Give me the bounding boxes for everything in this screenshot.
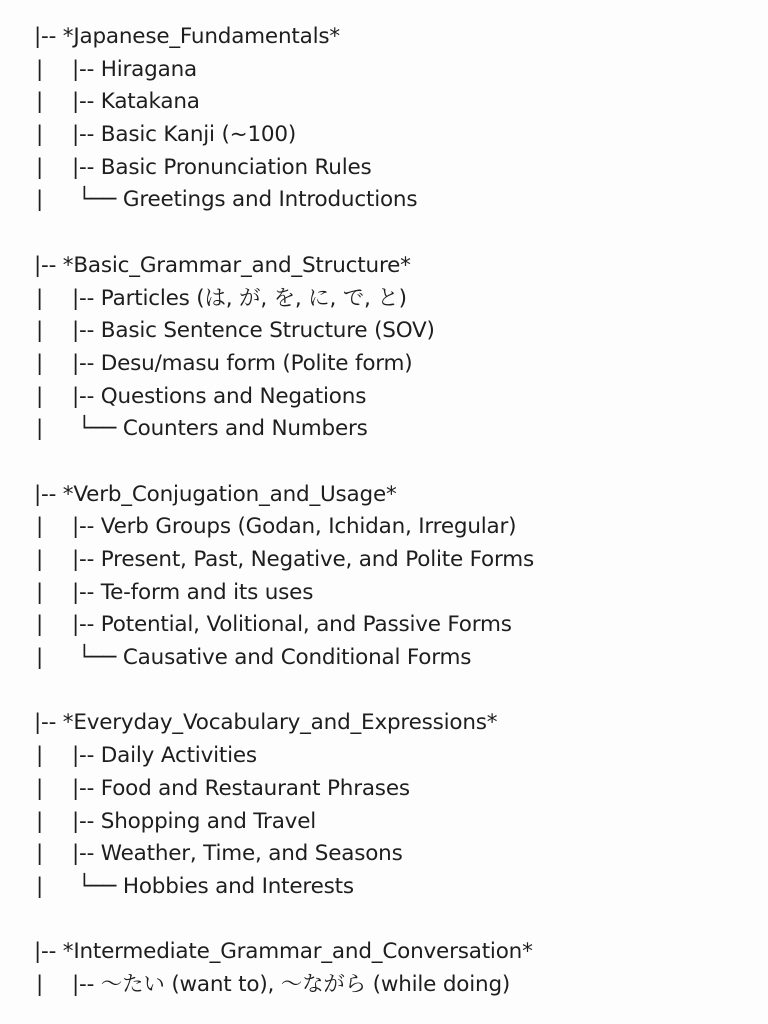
section-spacer <box>34 675 754 708</box>
tree-guide: | <box>36 187 44 213</box>
tree-guide: | <box>36 56 44 82</box>
tree-guide: | <box>36 514 44 540</box>
list-item <box>34 283 754 316</box>
list-item <box>34 806 754 839</box>
list-item-text: |-- Potential, Volitional, and Passive Forms <box>72 612 512 638</box>
tree-guide: | <box>36 350 44 376</box>
tree-guide: | <box>36 579 44 605</box>
tree-guide: | <box>36 89 44 115</box>
list-item-text: |-- Basic Sentence Structure (SOV) <box>72 318 435 344</box>
list-item-last <box>34 871 754 904</box>
section-heading <box>34 936 754 969</box>
list-item-text: |-- 〜たい (want to), 〜ながら (while doing) <box>72 971 511 997</box>
outline-section <box>34 479 754 675</box>
tree-guide: | <box>36 547 44 572</box>
list-item-text: |-- Basic Kanji (~100) <box>72 122 297 148</box>
section-heading-text: |-- *Japanese_Fundamentals* <box>34 24 340 49</box>
list-item <box>34 86 754 119</box>
list-item-last <box>34 184 754 217</box>
outline-section <box>34 250 754 446</box>
tree-guide: | <box>36 808 44 834</box>
list-item-text: |-- Hiragana <box>72 56 197 82</box>
tree-guide: | <box>36 416 44 442</box>
outline-document <box>34 21 754 1002</box>
section-heading-text: |-- *Verb_Conjugation_and_Usage* <box>34 481 397 507</box>
tree-guide: | <box>36 873 44 899</box>
list-item-last <box>34 413 754 446</box>
outline-section <box>34 21 754 217</box>
tree-guide: | <box>36 612 44 638</box>
tree-guide: | <box>36 383 44 409</box>
list-item-last <box>34 642 754 675</box>
list-item-text: └── Greetings and Introductions <box>78 187 418 213</box>
list-item-text: |-- Particles (は, が, を, に, で, と) <box>72 285 407 311</box>
list-item-text: |-- Shopping and Travel <box>72 808 316 834</box>
list-item <box>34 54 754 87</box>
list-item-text: |-- Present, Past, Negative, and Polite Forms <box>72 547 534 572</box>
section-heading <box>34 707 754 740</box>
list-item <box>34 315 754 348</box>
list-item-text: |-- Katakana <box>72 89 200 115</box>
list-item <box>34 348 754 381</box>
list-item-text: └── Counters and Numbers <box>78 416 368 442</box>
tree-guide: | <box>36 971 44 997</box>
section-heading <box>34 479 754 512</box>
tree-guide: | <box>36 154 44 180</box>
tree-guide: | <box>36 841 44 867</box>
list-item <box>34 152 754 185</box>
section-spacer <box>34 217 754 250</box>
list-item-text: |-- Questions and Negations <box>72 383 367 409</box>
section-heading <box>34 21 754 54</box>
section-heading-text: |-- *Everyday_Vocabulary_and_Expressions* <box>34 710 498 736</box>
list-item <box>34 511 754 544</box>
tree-guide: | <box>36 122 44 148</box>
list-item <box>34 381 754 414</box>
list-item-text: |-- Basic Pronunciation Rules <box>72 154 372 180</box>
section-spacer <box>34 904 754 937</box>
tree-guide: | <box>36 285 44 311</box>
list-item-text: └── Hobbies and Interests <box>78 873 354 899</box>
tree-guide: | <box>36 318 44 344</box>
list-item-text: |-- Daily Activities <box>72 743 257 769</box>
list-item <box>34 740 754 773</box>
list-item-text: |-- Desu/masu form (Polite form) <box>72 350 413 376</box>
list-item <box>34 119 754 152</box>
list-item-text: |-- Weather, Time, and Seasons <box>72 841 403 867</box>
outline-section <box>34 707 754 903</box>
tree-guide: | <box>36 743 44 769</box>
section-heading-text: |-- *Basic_Grammar_and_Structure* <box>34 252 411 278</box>
outline-section <box>34 936 754 1001</box>
list-item-text: └── Causative and Conditional Forms <box>78 645 472 671</box>
list-item <box>34 544 754 577</box>
section-spacer <box>34 446 754 479</box>
list-item-text: |-- Food and Restaurant Phrases <box>72 775 410 801</box>
list-item <box>34 969 754 1002</box>
list-item-text: |-- Te-form and its uses <box>72 579 314 605</box>
list-item <box>34 609 754 642</box>
tree-guide: | <box>36 775 44 801</box>
list-item-text: |-- Verb Groups (Godan, Ichidan, Irregular) <box>72 514 517 540</box>
list-item <box>34 838 754 871</box>
section-heading <box>34 250 754 283</box>
section-heading-text: |-- *Intermediate_Grammar_and_Conversation* <box>34 939 533 965</box>
list-item <box>34 773 754 806</box>
list-item <box>34 577 754 610</box>
tree-guide: | <box>36 645 44 671</box>
